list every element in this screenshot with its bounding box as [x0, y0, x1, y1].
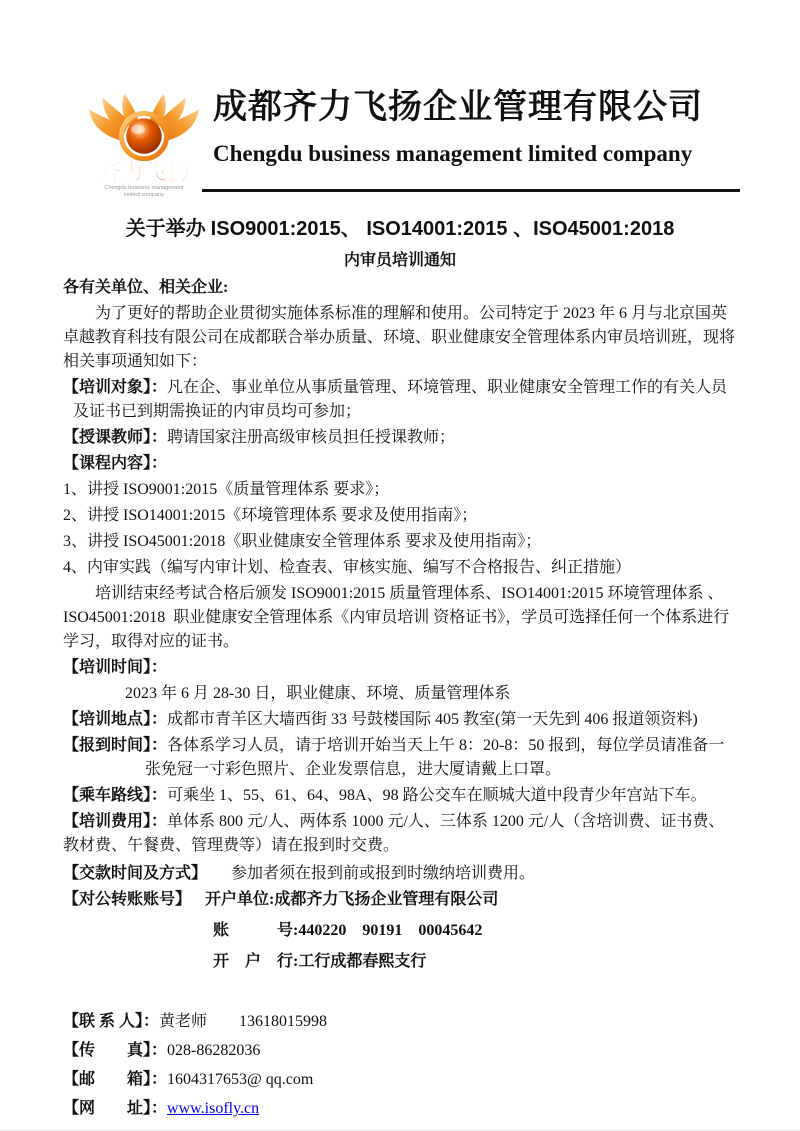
- contact-email-label: 【邮 箱】：: [63, 1071, 168, 1088]
- bank-account-name: 开户单位:成都齐力飞扬企业管理有限公司: [205, 891, 499, 908]
- bank-account-number: 账 号:440220 90191 00045642: [213, 922, 483, 939]
- company-header: [63, 82, 737, 200]
- section-bus: [63, 784, 737, 808]
- contact-person-label: 【联 系 人】：: [63, 1013, 160, 1030]
- website-link[interactable]: www.isofly.cn: [167, 1100, 260, 1117]
- company-logo-icon: [85, 82, 203, 200]
- contact-row-fax: [63, 1039, 737, 1063]
- location-label: 【培训地点】：: [63, 711, 168, 728]
- fee-text: 单体系 800 元/人、两体系 1000 元/人、三体系 1200 元/人（含培训费、证书费、教材费、午餐费、管理费等）请在报到时交费。: [63, 813, 725, 854]
- logo-wordmark: 齐力飞扬: [98, 159, 190, 185]
- course-item-1: 1、讲授 ISO9001:2015《质量管理体系 要求》；: [63, 481, 390, 498]
- checkin-label: 【报到时间】：: [63, 737, 168, 754]
- notice-title-iso-list: ISO9001:2015、 ISO14001:2015 、ISO45001:2018: [210, 218, 675, 240]
- course-item-4: 4、内审实践（编写内审计划、检查表、审核实施、编写不合格报告、纠正措施）: [63, 559, 632, 576]
- contact-fax-value: 028-86282036: [167, 1042, 261, 1059]
- section-payment: [63, 862, 737, 886]
- notice-body: [63, 302, 737, 974]
- notice-subtitle: 内审员培训通知: [343, 252, 456, 269]
- company-name-cn: 成都齐力飞扬企业管理有限公司: [213, 89, 703, 126]
- course-item-2: 2、讲授 ISO14001:2015《环境管理体系 要求及使用指南》；: [63, 507, 478, 524]
- salutation: 各有关单位、相关企业:: [63, 279, 229, 296]
- bus-text: 可乘坐 1、55、61、64、98A、98 路公交车在顺城大道中段青少年宫站下车。: [167, 787, 707, 804]
- section-course: [63, 452, 737, 476]
- logo-sphere-icon: [126, 118, 161, 153]
- notice-title: [63, 216, 737, 242]
- checkin-text: 各体系学习人员，请于培训开始当天上午 8：20-8：50 报到，每位学员请准备一张免冠一寸彩色照片、企业发票信息，进大厦请戴上口罩。: [145, 737, 725, 778]
- contact-row-person: [63, 1010, 737, 1034]
- logo-caption-line2: limited company: [124, 192, 164, 199]
- section-time: [63, 656, 737, 680]
- payment-text: 参加者须在报到前或报到时缴纳培训费用。: [199, 865, 536, 882]
- fee-label: 【培训费用】：: [63, 813, 168, 830]
- bank-label: 【对公转账账号】: [63, 891, 192, 908]
- section-training-target: [63, 376, 737, 424]
- bank-branch: 开 户 行:工行成都春熙支行: [213, 953, 427, 970]
- intro-paragraph: 为了更好的帮助企业贯彻实施体系标准的理解和使用。公司特定于 2023 年 6 月与北京国英卓越教育科技有限公司在成都联合举办质量、环境、职业健康安全管理体系内审员培训班，现将相关事项通知如下：: [63, 305, 736, 370]
- contact-row-email: [63, 1068, 737, 1092]
- course-item-3: 3、讲授 ISO45001:2018《职业健康安全管理体系 要求及使用指南》；: [63, 533, 542, 550]
- course-label: 【课程内容】：: [63, 455, 168, 472]
- company-logo: [85, 82, 203, 200]
- contact-email-value: 1604317653@ qq.com: [167, 1071, 314, 1088]
- section-location: [63, 708, 737, 732]
- payment-label: 【交款时间及方式】: [63, 865, 200, 882]
- company-titles: [213, 82, 703, 168]
- location-text: 成都市青羊区大墙西街 33 号鼓楼国际 405 教室(第一天先到 406 报道领资料): [167, 711, 698, 728]
- bus-label: 【乘车路线】：: [63, 787, 168, 804]
- contact-block: [63, 1010, 737, 1121]
- header-divider: [202, 189, 740, 192]
- contact-row-website: [63, 1097, 737, 1121]
- contact-website-label: 【网 址】：: [63, 1100, 168, 1117]
- section-bank: [63, 888, 737, 912]
- training-target-text: 凡在企、事业单位从事质量管理、环境管理、职业健康安全管理工作的有关人员及证书已到期需换证的内审员均可参加；: [73, 379, 728, 420]
- time-text: 2023 年 6 月 28-30 日，职业健康、环境、质量管理体系: [125, 685, 511, 702]
- time-label: 【培训时间】：: [63, 659, 168, 676]
- teacher-label: 【授课教师】：: [63, 429, 168, 446]
- section-fee: [63, 810, 737, 858]
- logo-sphere-highlight: [131, 124, 145, 134]
- notice-title-prefix: 关于举办: [125, 218, 211, 240]
- section-teacher: [63, 426, 737, 450]
- training-target-label: 【培训对象】：: [63, 379, 168, 396]
- contact-fax-label: 【传 真】：: [63, 1042, 168, 1059]
- certificate-paragraph: 培训结束经考试合格后颁发 ISO9001:2015 质量管理体系、ISO14001:2015 环境管理体系 、ISO45001:2018 职业健康安全管理体系《内审员培训 资格证书》，学员可选择任何一个体系进行学习，取得对应的证书。: [63, 585, 730, 650]
- section-checkin: [63, 734, 737, 782]
- company-name-en: Chengdu business management limited company: [213, 141, 693, 167]
- teacher-text: 聘请国家注册高级审核员担任授课教师；: [167, 429, 456, 446]
- logo-caption-line1: Chengdu business management: [104, 185, 184, 192]
- contact-person-value: 黄老师 13618015998: [159, 1013, 328, 1030]
